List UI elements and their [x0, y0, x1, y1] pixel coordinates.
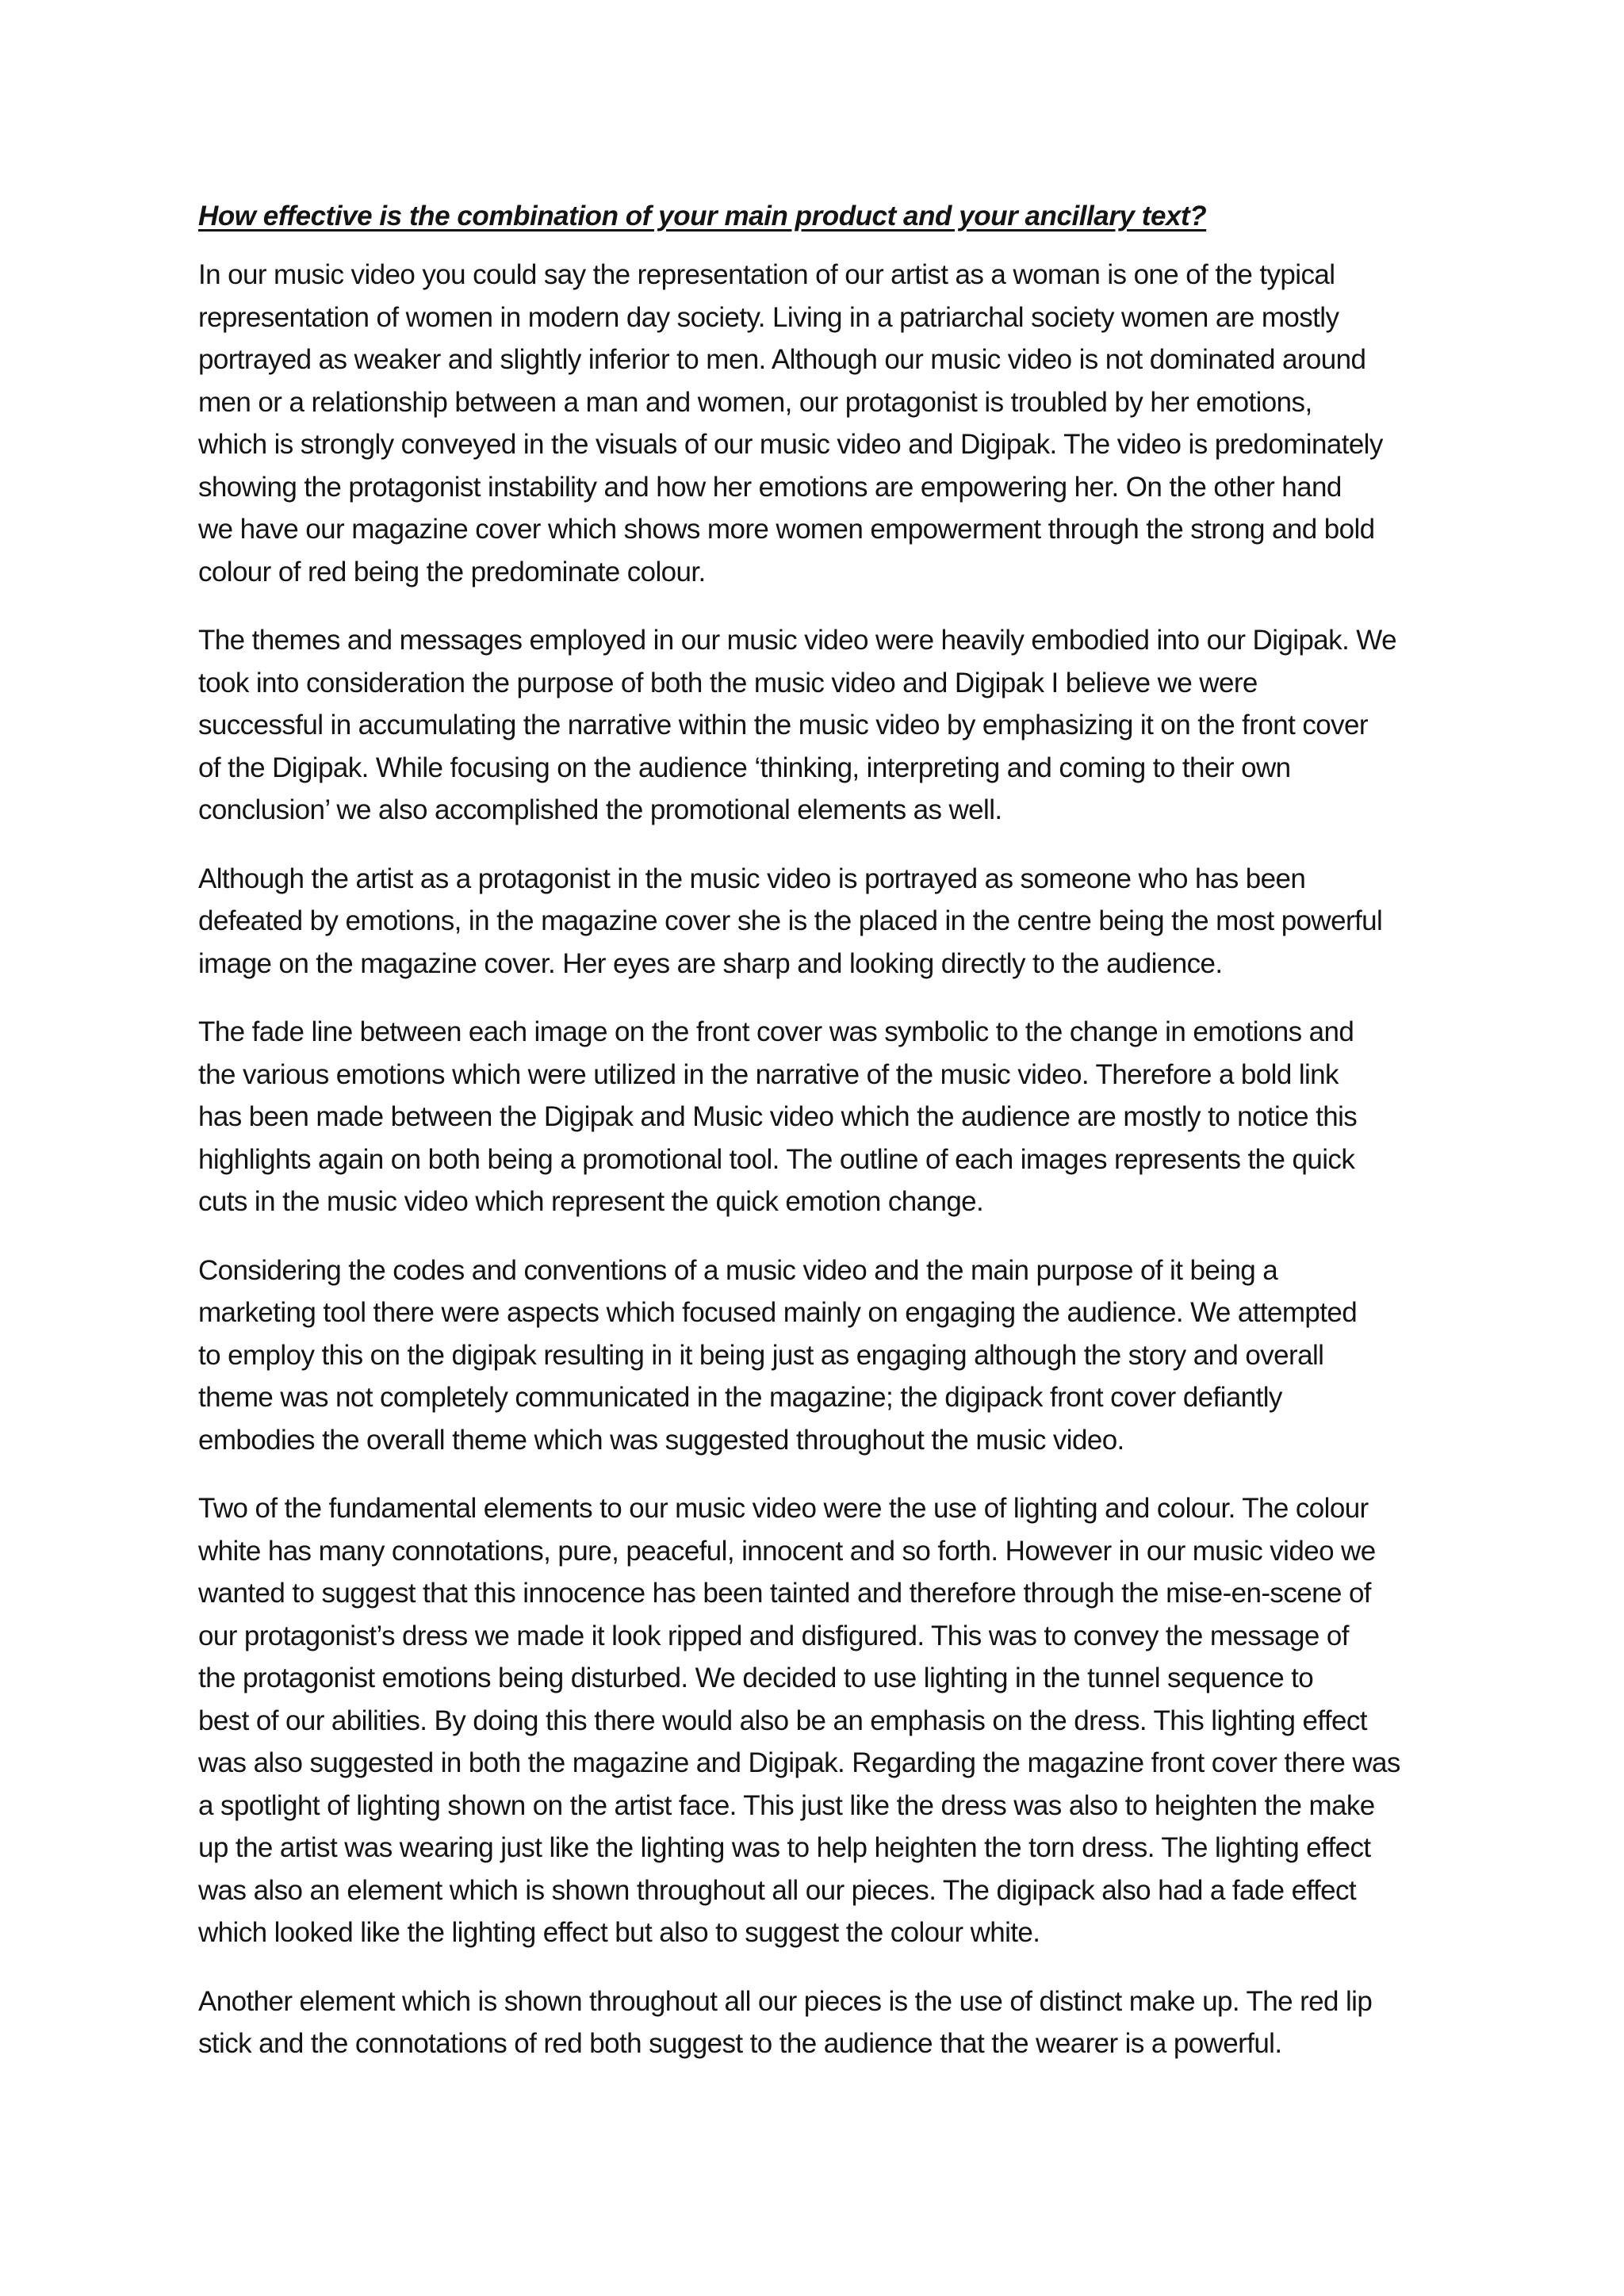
paragraph-lighting-colour: Two of the fundamental elements to our music video were the use of lighting and colour. The colour white has many connotations, pure, peaceful, innocent and so forth. However in our music video we wanted to suggest that this innocence has been tainted and therefore through the mise-en-scene of our protagonist’s dress we made it look ripped and disfigured. This was to convey the message of the protagonist emotions being disturbed. We decided to use lighting in the tunnel sequence to best of our abilities. By doing this there would also be an emphasis on the dress. This lighting effect was also suggested in both the magazine and Digipak. Regarding the magazine front cover there was a spotlight of lighting shown on the artist face. This just like the dress was also to heighten the make up the artist was wearing just like the lighting was to help heighten the torn dress. The lighting effect was also an element which is shown throughout all our pieces. The digipack also had a fade effect which looked like the lighting effect but also to suggest the colour white.: [198, 1493, 1400, 1948]
page-title: How effective is the combination of your main product and your ancillary text?: [198, 201, 1207, 232]
paragraph-codes-conventions: Considering the codes and conventions of a music video and the main purpose of it being a marketing tool there were aspects which focused mainly on engaging the audience. We attempted to employ this on the digipak resulting in it being just as engaging although the story and overall theme was not completely communicated in the magazine; the digipack front cover defiantly embodies the overall theme which was suggested throughout the music video.: [198, 1254, 1358, 1456]
paragraph-make-up: Another element which is shown throughout all our pieces is the use of distinct make up. The red lip stick and the connotations of red both suggest to the audience that the wearer is a powerful.: [198, 1985, 1373, 2059]
paragraph-fade-line: The fade line between each image on the front cover was symbolic to the change in emotions and the various emotions which were utilized in the narrative of the music video. Therefore a bold link has been made between the Digipak and Music video which the audience are mostly to notice this highlights again on both being a promotional tool. The outline of each images represents the quick cuts in the music video which represent the quick emotion change.: [198, 1016, 1358, 1217]
paragraph-themes-digipak: The themes and messages employed in our music video were heavily embodied into our Digipak. We took into consideration the purpose of both the music video and Digipak I believe we were successful in accumulating the narrative within the music video by emphasizing it on the front cover of the Digipak. While focusing on the audience ‘thinking, interpreting and coming to their own conclusion’ we also accomplished the promotional elements as well.: [198, 625, 1396, 825]
paragraph-representation: In our music video you could say the representation of our artist as a woman is one of the typical representation of women in modern day society. Living in a patriarchal society women are mostly portrayed as weaker and slightly inferior to men. Although our music video is not dominated around men or a relationship between a man and women, our protagonist is troubled by her emotions, which is strongly conveyed in the visuals of our music video and Digipak. The video is predominately showing the protagonist instability and how her emotions are empowering her. On the other hand we have our magazine cover which shows more women empowerment through the strong and bold colour of red being the predominate colour.: [198, 259, 1383, 587]
paragraph-artist-protagonist: Although the artist as a protagonist in the music video is portrayed as someone who has been defeated by emotions, in the magazine cover she is the placed in the centre being the most powerful image on the magazine cover. Her eyes are sharp and looking directly to the audience.: [198, 863, 1383, 979]
document-page: [198, 195, 1447, 2091]
